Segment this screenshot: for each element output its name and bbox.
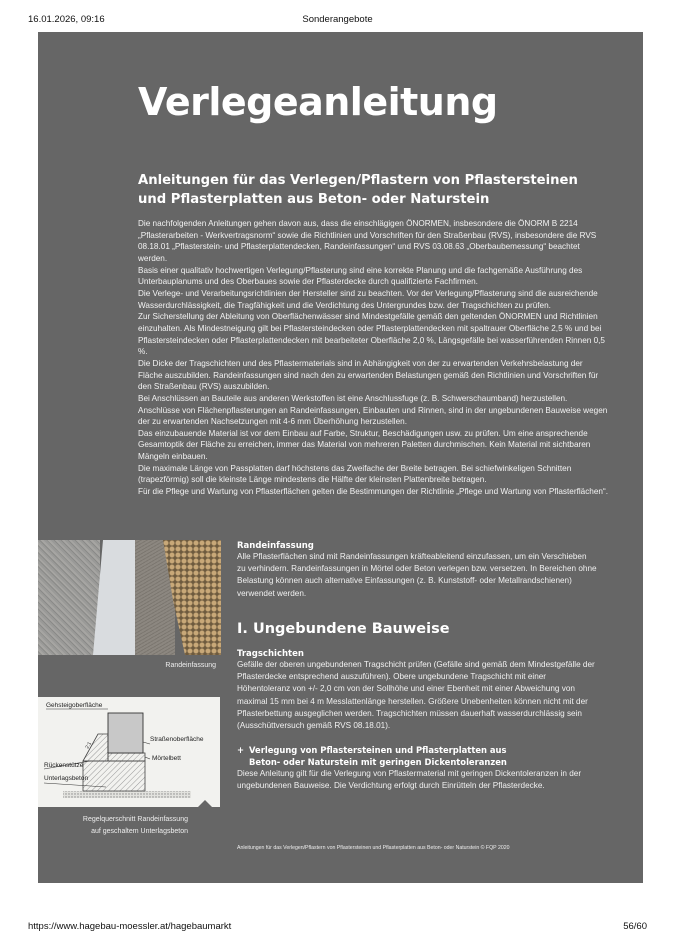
diagram-caption-line-1: Regelquerschnitt Randeinfassung: [82, 816, 188, 823]
tragschichten-text: Gefälle der oberen ungebundenen Tragschicht prüfen (Gefälle sind gemäß dem Mindestgefälle der Pflasterdecke entsprechend auszuführen). Obere ungebundene Tragschicht mit einer Höhentoleranz von +/- 2,0 cm von der Sollhöhe und einer Ebenheit mit einer Abweichung von maximal 15 mm bei 4 m Messlattenlänge herstellen. Größere Unebenheiten können nicht mit der Pflasterbettung ausgeglichen werden. Tragschichten müssen dauerhaft wasserdurchlässig sein (Ausschüttversuch gemäß RVS 08.18.01).: [237, 660, 595, 731]
label-moertel: Mörtelbett: [152, 755, 181, 762]
print-title: Sonderangebote: [302, 14, 373, 25]
randeinfassung-text: Alle Pflasterflächen sind mit Randeinfassungen kräfteableitend einzufassen, um ein Verschieben zu verhindern. Randeinfassungen in Mörtel oder Beton verlegen bzw. versetzen. In Bereichen ohne Belastung können auch alternative Einfassungen (z. B. Kunststoff- oder Metallrandschienen) verwendet werden.: [237, 552, 597, 598]
print-page-number: 56/60: [623, 921, 647, 932]
diagram-caption-line-2: auf geschaltem Unterlagsbeton: [91, 828, 188, 835]
cross-section-drawing: [38, 697, 220, 815]
label-slope: 2:1: [84, 740, 94, 750]
intro-paragraph: Die nachfolgenden Anleitungen gehen davon aus, dass die einschlägigen ÖNORMEN, insbesondere die ÖNORM B 2214 „Pflasterarbeiten - Werkvertragsnorm“ sowie die Richtlinien und Vorschriften für den Straßenbau (RVS), insbesondere die RVS 08.18.01 „Pflasterstein- und Pflasterplattendecken, Randeinfassungen“ und RVS 03.08.63 „Oberbaubemessung“ beachtet werden.: [138, 219, 597, 263]
intro-paragraph: Basis einer qualitativ hochwertigen Verlegung/Pflasterung sind eine korrekte Planung und die fachgemäße Ausführung des Unterbauplanums und des Oberbaues sowie der Pflasterdecke durch qualifizierte Fachfirmen.: [138, 265, 583, 287]
section-randeinfassung: [237, 541, 597, 600]
photo-caption: Randeinfassung: [165, 662, 216, 669]
cross-section-diagram: [38, 697, 220, 807]
subtitle-line-1: Anleitungen für das Verlegen/Pflastern von Pflastersteinen: [138, 173, 578, 188]
section-title-ungebunden: I. Ungebundene Bauweise: [237, 621, 450, 637]
label-strasse: Straßenoberfläche: [150, 736, 204, 743]
intro-text: [138, 218, 608, 498]
print-datetime: 16.01.2026, 09:16: [28, 14, 105, 25]
photo-asphalt: [38, 540, 100, 655]
verlegung-text: Diese Anleitung gilt für die Verlegung von Pflastermaterial mit geringen Dickentoleranzen in der ungebundenen Bauweise. Die Verdichtung erfolgt durch Einrütteln der Pflasterdecke.: [237, 769, 582, 791]
diagram-caption: [38, 814, 188, 838]
intro-paragraph: Die Dicke der Tragschichten und des Pflastermaterials sind in Abhängigkeit von der zu erwartenden Verkehrsbelastung der Fläche auszubilden. Randeinfassungen sind nach den zu erwartenden Belastungen gemäß den Richtlinien und Vorschriften für den Straßenbau (RVS) auszubilden.: [138, 358, 599, 392]
label-ruecken: Rückenstütze: [44, 762, 84, 769]
section-verlegung: [237, 745, 597, 792]
intro-paragraph: Zur Sicherstellung der Ableitung von Oberflächenwässer sind Mindestgefälle gemäß den geltenden ÖNORMEN und Richtlinien einzuhalten. Als Mindestneigung gilt bei Pflastersteindecken oder Pflasterplattendecken mit spaltrauer Oberfläche 2,5 % und bei Pflastersteindecken oder Pflasterplattendecken mit bearbeiteter Oberfläche 2,0 %, Längsgefälle bei wasserführenden Rinnen 0,5 %.: [138, 312, 605, 357]
document-title: Verlegeanleitung: [138, 80, 498, 124]
intro-paragraph: Die Verlege- und Verarbeitungsrichtlinien der Hersteller sind zu beachten. Vor der Verlegung/Pflasterung sind die ausreichende Wasserdurchlässigkeit, die Tragfähigkeit und die Verdichtung des Untergrundes bzw. der Tragschichten zu prüfen.: [138, 288, 598, 310]
instruction-page: [38, 32, 643, 883]
subtitle-line-2: und Pflasterplatten aus Beton- oder Naturstein: [138, 192, 490, 207]
print-url: https://www.hagebau-moessler.at/hagebaumarkt: [28, 921, 232, 932]
verlegung-heading-line-2: Beton- oder Naturstein mit geringen Dickentoleranzen: [249, 756, 507, 767]
section-tragschichten: [237, 649, 597, 732]
verlegung-heading-line-1: Verlegung von Pflastersteinen und Pflasterplatten aus: [249, 745, 507, 755]
intro-paragraph: Für die Pflege und Wartung von Pflasterflächen gelten die Bestimmungen der Richtlinie „Pflege und Wartung von Pflasterflächen“.: [138, 487, 608, 497]
label-unterlag: Unterlagsbeton: [44, 775, 89, 782]
plus-icon: +: [237, 745, 245, 755]
document-subtitle: [138, 171, 608, 209]
intro-paragraph: Bei Anschlüssen an Bauteile aus anderen Werkstoffen ist eine Anschlussfuge (z. B. Schwerschaumband) herzustellen. Anschlüsse von Flächenpflasterungen an Randeinfassungen, Einbauten und Rinnen, sind in der ungebundenen Bauweise wegen der zu erwartenden Nachsetzungen mit 4-6 mm Überhöhung herzustellen.: [138, 393, 608, 427]
tragschichten-heading: Tragschichten: [237, 649, 304, 659]
randeinfassung-heading: Randeinfassung: [237, 541, 314, 551]
intro-paragraph: Die maximale Länge von Passplatten darf höchstens das Zweifache der Breite betragen. Bei schiefwinkeligen Schnitten (trapezförmig) soll die kleinste Länge mindestens die Hälfte der kleinsten Plattenbreite betragen.: [138, 463, 572, 485]
print-header: [0, 14, 675, 28]
verlegung-heading: [237, 745, 597, 768]
panel-footer-copyright: Anleitungen für das Verlegen/Pflastern von Pflastersteinen und Pflasterplatten aus Beton- oder Naturstein © FQP 2020: [237, 845, 510, 851]
label-gehsteig: Gehsteigoberfläche: [46, 702, 103, 709]
intro-paragraph: Das einzubauende Material ist vor dem Einbau auf Farbe, Struktur, Beschädigungen usw. zu prüfen. Um eine ansprechende Gesamtoptik der Fläche zu erreichen, immer das Material von mehreren Paletten durchmischen. Kein Material mit sichtbaren Mängeln einbauen.: [138, 428, 591, 462]
curb-photo: [38, 540, 221, 655]
